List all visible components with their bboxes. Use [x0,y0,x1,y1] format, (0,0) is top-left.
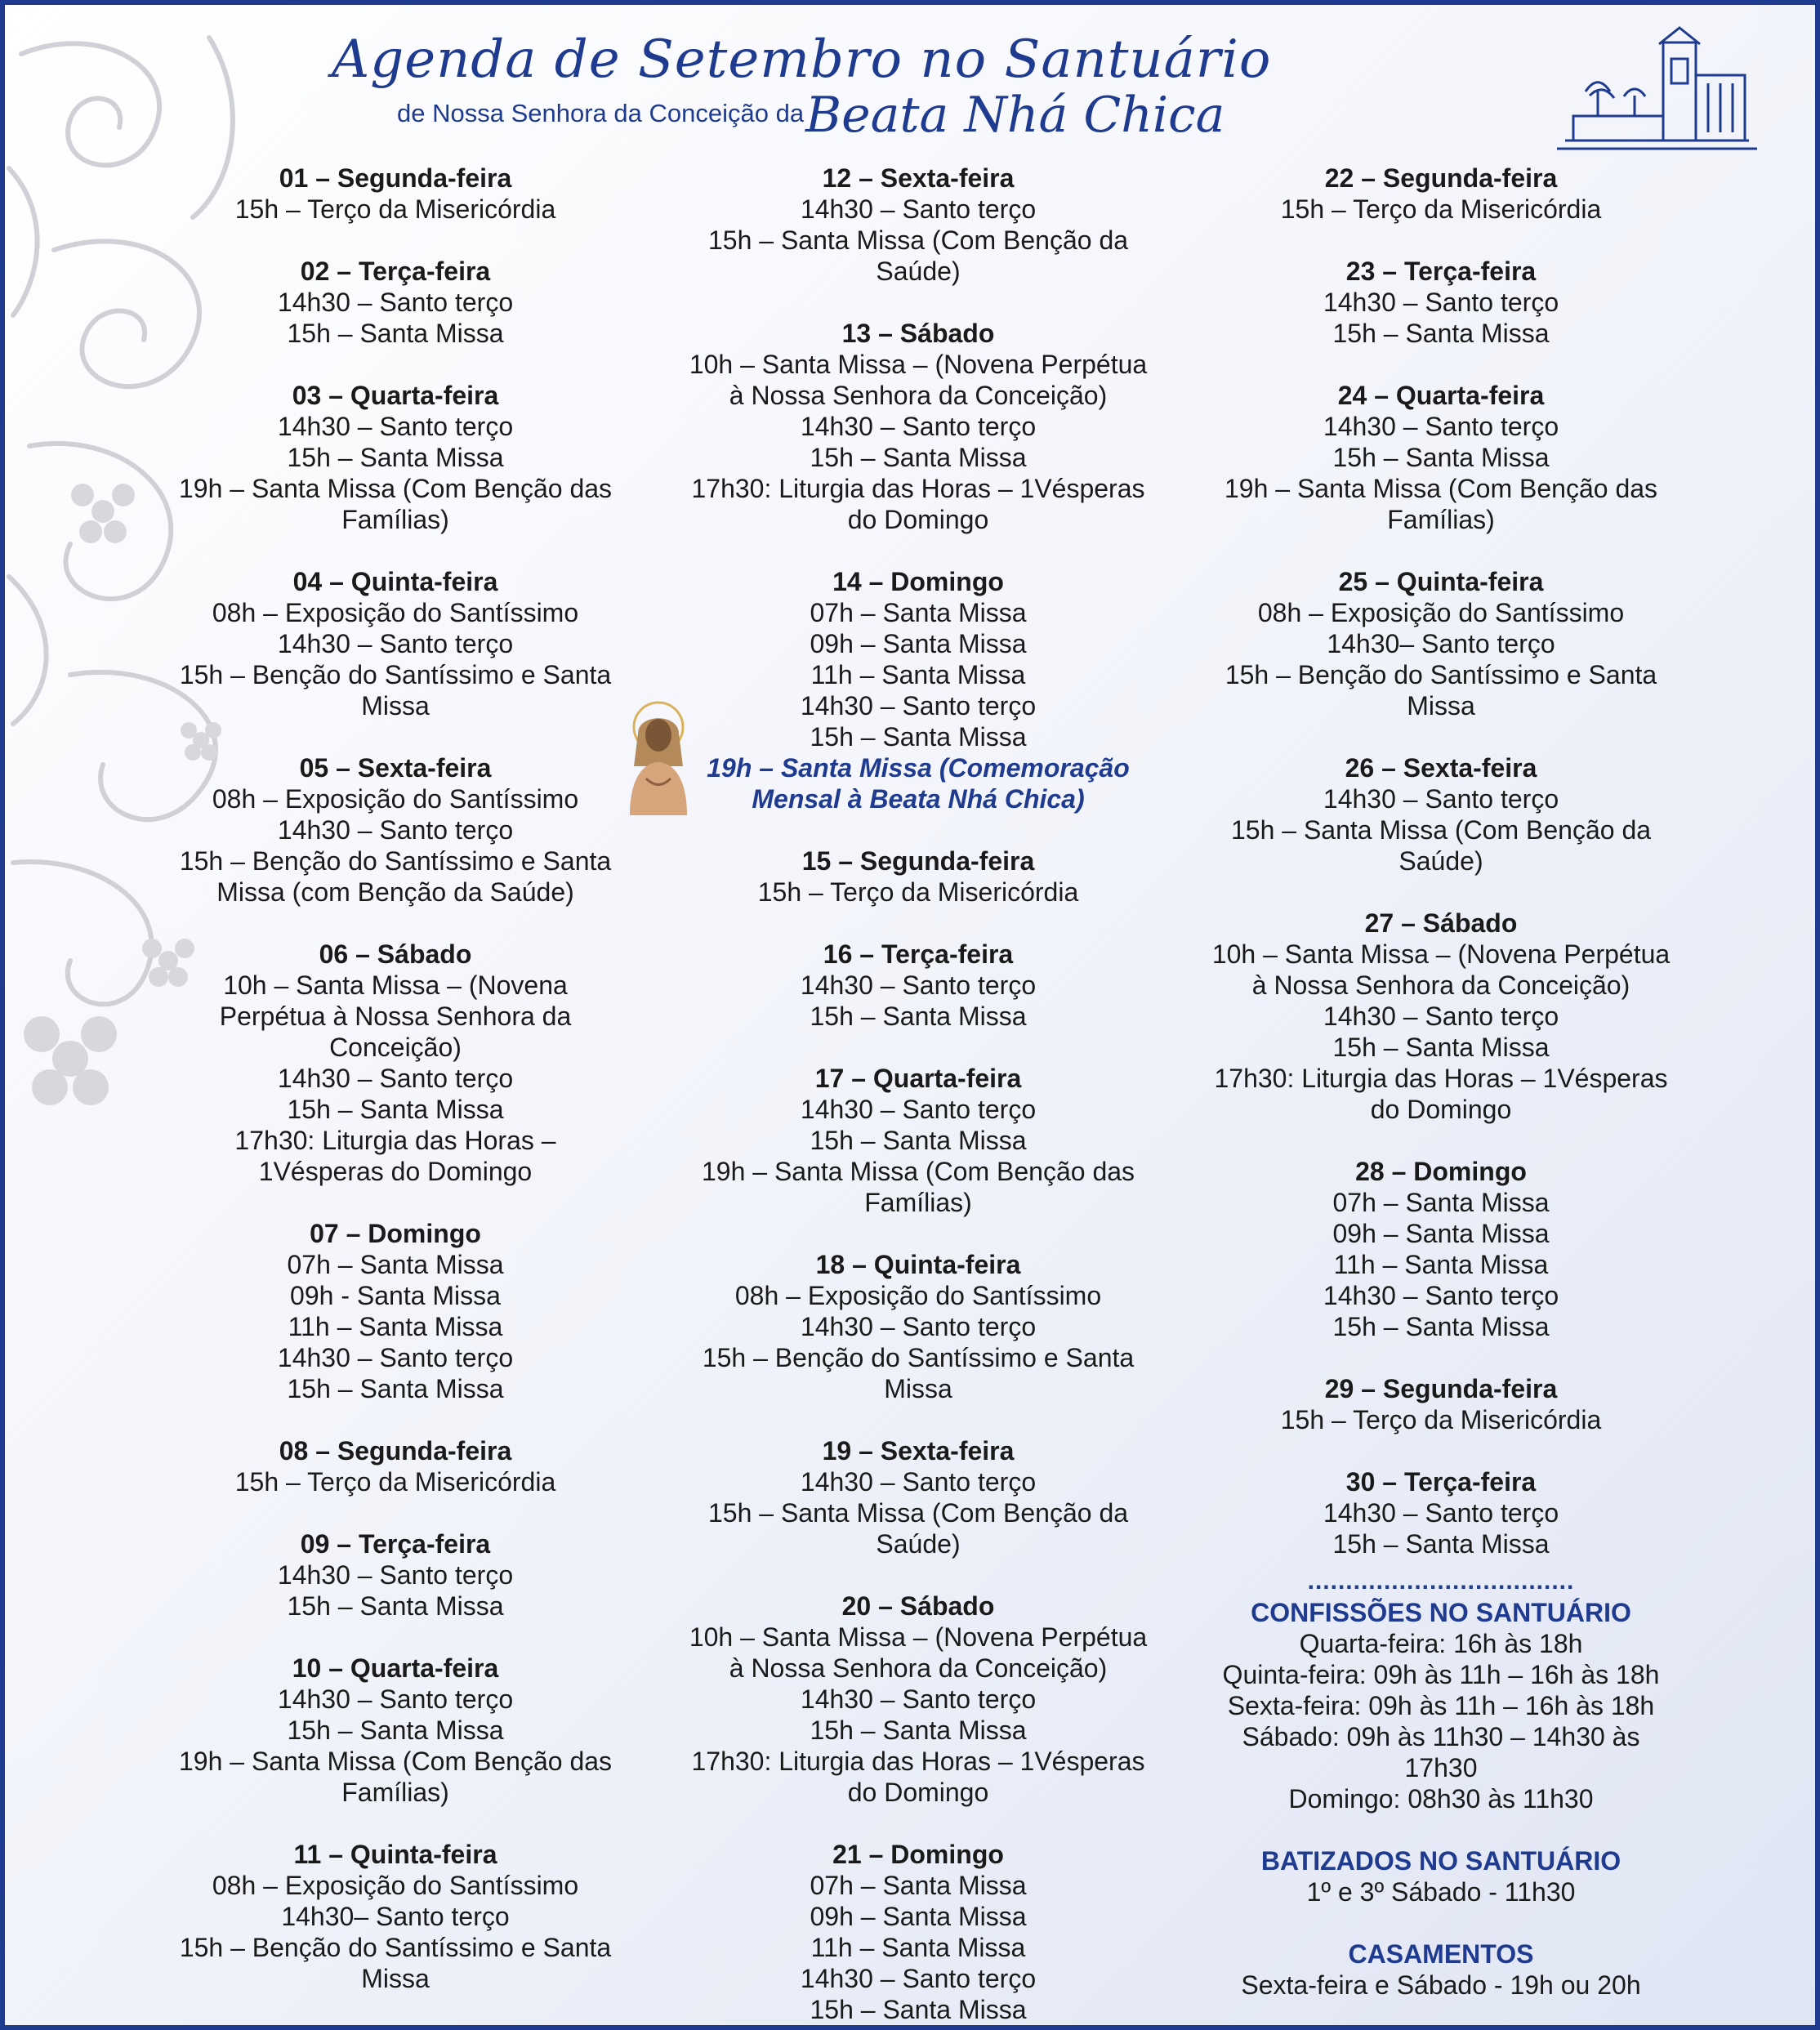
schedule-line: Saúde) [876,257,961,286]
schedule-line: 14h30 – Santo terço [800,1964,1037,1993]
schedule-line: Missa [361,691,430,721]
schedule-line: 1Vésperas do Domingo [258,1157,533,1186]
schedule-line: 08h – Exposição do Santíssimo [212,598,579,627]
schedule-line: Saúde) [876,1529,961,1559]
schedule-line: 14h30 – Santo terço [1323,288,1559,317]
section-line: Quarta-feira: 16h às 18h [1299,1629,1583,1658]
info-section [1188,1845,1694,1907]
schedule-line: 14h30 – Santo terço [277,1064,514,1093]
day-entry [1188,566,1694,721]
schedule-line: 15h – Santa Missa (Com Benção da [707,225,1129,255]
schedule-line: 14h30 – Santo terço [1323,1002,1559,1031]
schedule-line: 15h – Santa Missa [1332,1033,1550,1062]
schedule-line: 14h30 – Santo terço [277,412,514,441]
schedule-line: 11h – Santa Missa [810,1933,1026,1962]
schedule-line: 08h – Exposição do Santíssimo [212,1871,579,1900]
page-title: Agenda de Setembro no Santuário [332,29,1272,90]
schedule-line: 15h – Terço da Misericórdia [1280,194,1602,224]
highlight-line: Mensal à Beata Nhá Chica) [752,784,1085,814]
schedule-line: 15h – Terço da Misericórdia [234,194,556,224]
schedule-line: 15h – Benção do Santíssimo e Santa [179,1933,612,1962]
schedule-line: Famílias) [341,505,449,534]
day-heading: 24 – Quarta-feira [1337,381,1545,410]
schedule-line: 14h30 – Santo terço [800,970,1037,1000]
schedule-line: à Nossa Senhora da Conceição) [729,1653,1108,1683]
schedule-line: 15h – Santa Missa [287,319,504,348]
schedule-line: 10h – Santa Missa – (Novena Perpétua [1211,939,1671,969]
day-entry [665,1839,1171,2025]
schedule-line: 11h – Santa Missa [288,1312,503,1341]
schedule-line: 14h30 – Santo terço [800,691,1037,721]
day-heading: 21 – Domingo [832,1840,1004,1869]
section-title: BATIZADOS NO SANTUÁRIO [1260,1846,1621,1876]
schedule-line: 08h – Exposição do Santíssimo [212,784,579,814]
schedule-line: 19h – Santa Missa (Com Benção das [701,1157,1135,1186]
schedule-line: 14h30– Santo terço [1327,629,1555,658]
schedule-line: 14h30 – Santo terço [800,1684,1037,1714]
day-heading: 10 – Quarta-feira [292,1653,499,1683]
day-heading: 29 – Segunda-feira [1324,1374,1558,1403]
schedule-line: 14h30 – Santo terço [277,1343,514,1372]
day-entry [142,1218,649,1404]
day-entry [1188,752,1694,877]
schedule-line: 15h – Santa Missa (Com Benção da [1230,815,1652,845]
schedule-line: Missa [884,1374,952,1403]
schedule-line: 09h – Santa Missa [1332,1219,1550,1248]
day-entry [142,1839,649,1994]
day-heading: 11 – Quinta-feira [293,1840,497,1869]
day-heading: 22 – Segunda-feira [1324,163,1558,193]
schedule-line: 09h - Santa Missa [290,1281,501,1310]
nha-chica-portrait-icon [622,701,695,815]
schedule-line: 15h – Santa Missa [810,443,1027,472]
schedule-line: 15h – Santa Missa [1332,1312,1550,1341]
schedule-line: 15h – Benção do Santíssimo e Santa [1224,660,1657,689]
schedule-line: 15h – Santa Missa [287,443,504,472]
section-line: Domingo: 08h30 às 11h30 [1288,1784,1594,1814]
column-1 [142,163,649,2025]
schedule-line: 14h30 – Santo terço [277,1560,514,1590]
header [332,21,1443,152]
day-entry [665,1591,1171,1808]
schedule-line: 19h – Santa Missa (Com Benção das [178,1747,613,1776]
schedule-line: 10h – Santa Missa – (Novena Perpétua [689,350,1148,379]
schedule-line: 15h – Santa Missa [810,1715,1027,1745]
schedule-line: 10h – Santa Missa – (Novena [223,970,568,1000]
schedule-line: Perpétua à Nossa Senhora da [219,1002,572,1031]
day-heading: 09 – Terça-feira [300,1529,491,1559]
info-section [1188,1597,1694,1814]
schedule-line: 14h30 – Santo terço [1323,784,1559,814]
schedule-line: 19h – Santa Missa (Com Benção das [1224,474,1658,503]
schedule-line: 14h30 – Santo terço [800,1312,1037,1341]
day-entry [142,380,649,535]
schedule-line: 15h – Santa Missa [810,1995,1027,2024]
section-title: CASAMENTOS [1348,1939,1534,1969]
schedule-line: 10h – Santa Missa – (Novena Perpétua [689,1622,1148,1652]
schedule-line: à Nossa Senhora da Conceição) [729,381,1108,410]
day-heading: 23 – Terça-feira [1345,257,1537,286]
day-heading: 08 – Segunda-feira [279,1436,512,1466]
schedule-line: 15h – Terço da Misericórdia [757,877,1079,907]
schedule-line: 15h – Santa Missa [1332,1529,1550,1559]
day-entry [665,1249,1171,1404]
day-heading: 16 – Terça-feira [823,939,1014,969]
schedule-line: 09h – Santa Missa [810,629,1027,658]
day-entry [1188,380,1694,535]
day-heading: 07 – Domingo [310,1219,481,1248]
column-2 [665,163,1171,2030]
schedule-line: do Domingo [847,505,989,534]
schedule-line: Famílias) [1387,505,1495,534]
schedule-line: 15h – Benção do Santíssimo e Santa [702,1343,1135,1372]
schedule-line: 15h – Santa Missa [287,1095,504,1124]
section-line: Sexta-feira e Sábado - 19h ou 20h [1241,1970,1641,2000]
day-heading: 14 – Domingo [832,567,1004,596]
schedule-line: Saúde) [1398,846,1483,876]
section-line: 1º e 3º Sábado - 11h30 [1306,1877,1576,1907]
schedule-line: 14h30– Santo terço [281,1902,510,1931]
schedule-line: Conceição) [329,1033,462,1062]
dotted-separator: ................................... [1307,1568,1575,1595]
schedule-line: 07h – Santa Missa [1332,1188,1550,1217]
schedule-line: 14h30 – Santo terço [800,1467,1037,1497]
day-entry [142,1435,649,1497]
schedule-line: 14h30 – Santo terço [277,815,514,845]
day-entry [665,1063,1171,1218]
day-heading: 01 – Segunda-feira [279,163,512,193]
day-entry [665,566,1171,814]
day-entry [142,752,649,908]
info-section [1188,1939,1694,2001]
schedule-line: 07h – Santa Missa [287,1250,504,1279]
church-icon [1557,26,1757,157]
day-heading: 15 – Segunda-feira [801,846,1035,876]
schedule-line: 14h30 – Santo terço [800,194,1037,224]
day-entry [142,256,649,349]
schedule-line: 15h – Santa Missa [287,1374,504,1403]
schedule-line: 14h30 – Santo terço [800,1095,1037,1124]
schedule-line: 07h – Santa Missa [810,1871,1027,1900]
section-line: Sexta-feira: 09h às 11h – 16h às 18h [1227,1691,1655,1720]
day-entry [665,163,1171,287]
schedule-line: 15h – Benção do Santíssimo e Santa [179,846,612,876]
schedule-line: 15h – Terço da Misericórdia [234,1467,556,1497]
schedule-line: Missa (com Benção da Saúde) [216,877,574,907]
schedule-line: 15h – Santa Missa [1332,443,1550,472]
schedule-line: do Domingo [1370,1095,1512,1124]
schedule-line: 14h30 – Santo terço [277,1684,514,1714]
schedule-line: 14h30 – Santo terço [1323,1281,1559,1310]
page-subtitle: de Nossa Senhora da Conceição da [397,99,805,127]
schedule-line: 11h – Santa Missa [1333,1250,1549,1279]
day-entry [1188,256,1694,349]
schedule-line: 14h30 – Santo terço [1323,412,1559,441]
highlight-line: 19h – Santa Missa (Comemoração [707,753,1130,783]
schedule-line: 14h30 – Santo terço [277,288,514,317]
schedule-line: 17h30: Liturgia das Horas – 1Vésperas [691,1747,1145,1776]
section-line: Sábado: 09h às 11h30 – 14h30 às [1242,1722,1640,1751]
schedule-line: do Domingo [847,1778,989,1807]
day-entry [1188,908,1694,1125]
schedule-line: 14h30 – Santo terço [277,629,514,658]
day-heading: 17 – Quarta-feira [814,1064,1022,1093]
day-heading: 19 – Sexta-feira [822,1436,1015,1466]
schedule-line: Missa [361,1964,430,1993]
schedule-line: 15h – Santa Missa [810,1126,1027,1155]
day-entry [142,1528,649,1622]
schedule-line: 17h30: Liturgia das Horas – 1Vésperas [1214,1064,1668,1093]
day-heading: 25 – Quinta-feira [1338,567,1544,596]
section-line: Quinta-feira: 09h às 11h – 16h às 18h [1222,1660,1660,1689]
day-entry [142,1653,649,1808]
day-heading: 18 – Quinta-feira [815,1250,1021,1279]
day-entry [142,939,649,1187]
day-heading: 06 – Sábado [319,939,472,969]
schedule-line: 15h – Benção do Santíssimo e Santa [179,660,612,689]
day-entry [665,1435,1171,1559]
day-heading: 28 – Domingo [1355,1157,1527,1186]
section-title: CONFISSÕES NO SANTUÁRIO [1251,1598,1631,1627]
schedule-line: 15h – Santa Missa [810,1002,1027,1031]
day-entry [665,845,1171,908]
schedule-line: 15h – Santa Missa [287,1591,504,1621]
schedule-line: 14h30 – Santo terço [800,412,1037,441]
schedule-line: 19h – Santa Missa (Com Benção das [178,474,613,503]
day-heading: 30 – Terça-feira [1345,1467,1537,1497]
schedule-line: 08h – Exposição do Santíssimo [1257,598,1625,627]
schedule-line: Missa [1407,691,1475,721]
schedule-line: 15h – Santa Missa [810,722,1027,752]
day-entry [1188,1466,1694,1559]
page-title-name: Beata Nhá Chica [805,87,1225,144]
schedule-line: 17h30: Liturgia das Horas – 1Vésperas [691,474,1145,503]
day-heading: 13 – Sábado [841,319,995,348]
schedule-line: à Nossa Senhora da Conceição) [1251,970,1630,1000]
schedule-line: 09h – Santa Missa [810,1902,1027,1931]
day-heading: 26 – Sexta-feira [1345,753,1537,783]
day-entry [1188,1373,1694,1435]
day-entry [1188,163,1694,225]
day-entry [142,163,649,225]
section-line: 17h30 [1404,1753,1478,1782]
day-entry [665,318,1171,535]
schedule-line: Famílias) [341,1778,449,1807]
schedule-line: 15h – Santa Missa [1332,319,1550,348]
day-entry [142,566,649,721]
day-heading: 03 – Quarta-feira [292,381,499,410]
day-entry [665,939,1171,1032]
column-3 [1188,163,1694,2030]
schedule-line: 15h – Terço da Misericórdia [1280,1405,1602,1434]
schedule-line: 07h – Santa Missa [810,598,1027,627]
day-heading: 12 – Sexta-feira [822,163,1015,193]
schedule-line: 17h30: Liturgia das Horas – [234,1126,556,1155]
day-heading: 20 – Sábado [841,1591,995,1621]
schedule-line: Famílias) [864,1188,972,1217]
day-heading: 05 – Sexta-feira [299,753,492,783]
day-heading: 02 – Terça-feira [300,257,491,286]
schedule-line: 15h – Santa Missa [287,1715,504,1745]
day-heading: 27 – Sábado [1364,908,1518,938]
schedule-line: 14h30 – Santo terço [1323,1498,1559,1528]
schedule-line: 08h – Exposição do Santíssimo [734,1281,1102,1310]
day-heading: 04 – Quinta-feira [292,567,498,596]
schedule-line: 11h – Santa Missa [810,660,1026,689]
day-entry [1188,1156,1694,1342]
schedule-line: 15h – Santa Missa (Com Benção da [707,1498,1129,1528]
